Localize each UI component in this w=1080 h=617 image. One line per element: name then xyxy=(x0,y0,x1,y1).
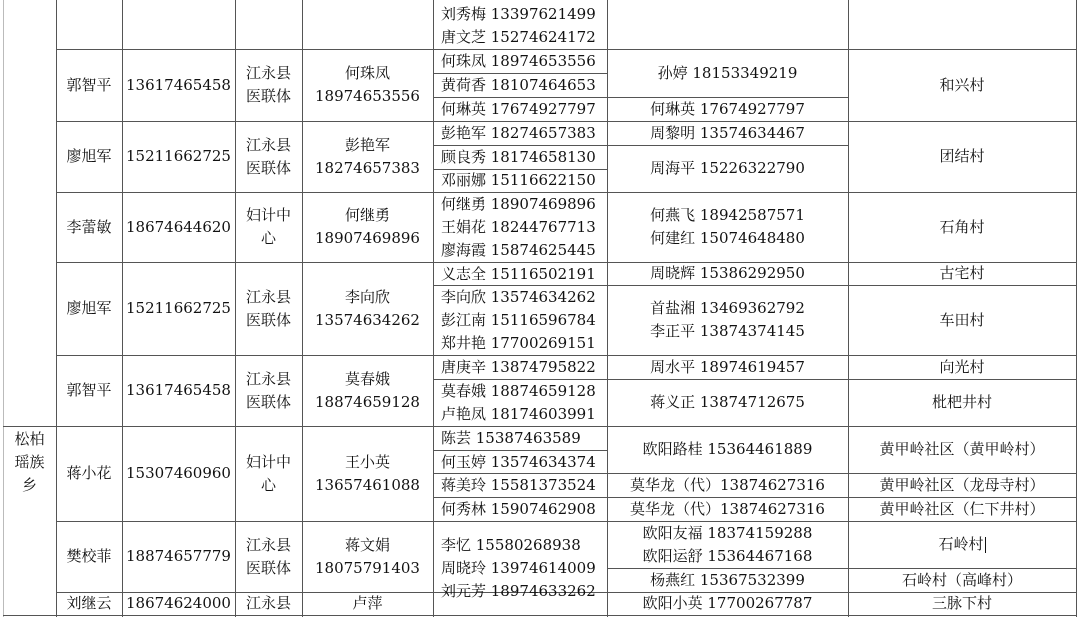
unit-line: 医联体 xyxy=(245,558,291,577)
lead-phone: 18874659128 xyxy=(315,392,420,411)
staff-name: 蒋小花 xyxy=(66,464,112,482)
doctor-entry: 郑井艳 17700269151 xyxy=(441,334,596,352)
village-name: 车田村 xyxy=(939,310,985,329)
doctor-entry: 何继勇 18907469896 xyxy=(441,195,596,213)
unit-line: 心 xyxy=(260,229,276,247)
doctor-entry: 廖海霞 15874625445 xyxy=(441,241,596,259)
village-contact: 何建红 15074648480 xyxy=(650,229,805,247)
village-name: 三脉下村 xyxy=(931,594,992,612)
staff-phone: 15307460960 xyxy=(126,464,231,482)
doctor-entry: 莫春娥 18874659128 xyxy=(441,382,596,400)
village-name: 石岭村（高峰村） xyxy=(901,570,1022,589)
village-name: 向光村 xyxy=(939,357,985,376)
unit-cell xyxy=(235,192,302,262)
lead-doctor-cell xyxy=(302,192,433,262)
doctor-entry: 唐庚辛 13874795822 xyxy=(441,358,596,376)
staff-phone: 18874657779 xyxy=(126,547,231,565)
unit-line: 医联体 xyxy=(245,87,291,105)
village-name-cell[interactable] xyxy=(848,521,1076,568)
unit-line: 医联体 xyxy=(245,310,291,329)
staff-name: 廖旭军 xyxy=(66,299,112,317)
staff-phone: 18674624000 xyxy=(126,594,231,612)
unit-line: 江永县 xyxy=(245,135,291,154)
unit-line: 江永县 xyxy=(245,535,291,554)
doctor-entry: 黄荷香 18107464653 xyxy=(441,76,596,94)
village-contact: 杨燕红 15367532399 xyxy=(650,570,805,589)
doctors-cell xyxy=(433,521,607,615)
village-contact: 孙婷 18153349219 xyxy=(657,63,798,82)
village-contact: 欧阳友福 18374159288 xyxy=(642,523,813,542)
doctor-entry: 陈芸 15387463589 xyxy=(441,429,581,447)
staff-phone: 15211662725 xyxy=(126,299,231,317)
doctor-entry: 王娟花 18244767713 xyxy=(441,218,596,236)
lead-name: 蒋文娟 xyxy=(344,535,390,554)
village-name: 古宅村 xyxy=(939,264,985,282)
village-contact: 周海平 15226322790 xyxy=(650,159,805,177)
staff-name: 郭智平 xyxy=(66,381,112,399)
township-line-1: 松柏 xyxy=(14,429,45,448)
doctor-entry: 邓丽娜 15116622150 xyxy=(441,171,596,189)
text-cursor xyxy=(985,537,986,553)
lead-name: 卢萍 xyxy=(352,594,383,612)
doctor-entry: 蒋美玲 15581373524 xyxy=(441,476,596,494)
village-name: 石角村 xyxy=(939,217,985,236)
doctor-entry: 卢艳凤 18174603991 xyxy=(441,405,596,423)
unit-line: 江永县 xyxy=(245,287,291,306)
doctor-entry: 彭江南 15116596784 xyxy=(441,311,596,329)
township-cell xyxy=(3,426,56,498)
doctor-entry: 李向欣 13574634262 xyxy=(441,288,596,306)
unit-line: 心 xyxy=(260,475,276,494)
doctor-entry: 何琳英 17674927797 xyxy=(441,100,596,118)
staff-name: 刘继云 xyxy=(66,594,112,612)
village-contact: 欧阳运舒 15364467168 xyxy=(642,546,813,565)
unit-line: 江永县 xyxy=(245,64,291,82)
village-name: 和兴村 xyxy=(939,75,985,94)
village-name: 石岭村 xyxy=(938,535,984,553)
village-contact: 李正平 13874374145 xyxy=(650,322,805,340)
doctor-entry: 何玉婷 13574634374 xyxy=(441,452,596,471)
unit-cell xyxy=(235,426,302,521)
staff-phone: 18674644620 xyxy=(126,217,231,236)
village-contact: 周晓辉 15386292950 xyxy=(650,264,805,282)
township-line-3: 乡 xyxy=(21,475,37,494)
staff-name: 郭智平 xyxy=(66,75,112,94)
village-contact: 周黎明 13574634467 xyxy=(650,123,805,142)
staff-phone: 13617465458 xyxy=(126,381,231,399)
township-line-2: 瑶族 xyxy=(14,452,45,471)
lead-phone: 13574634262 xyxy=(315,310,420,329)
lead-phone: 13657461088 xyxy=(315,475,420,494)
lead-phone: 18274657383 xyxy=(315,158,420,177)
unit-cell xyxy=(235,49,302,121)
lead-phone: 18075791403 xyxy=(315,558,420,577)
unit-line: 医联体 xyxy=(245,158,291,177)
village-contact: 莫华龙（代）13874627316 xyxy=(630,499,825,518)
staff-name: 廖旭军 xyxy=(66,147,112,165)
doctor-entry: 顾良秀 18174658130 xyxy=(441,148,596,166)
lead-phone: 18974653556 xyxy=(315,87,420,105)
staff-phone: 13617465458 xyxy=(126,75,231,94)
lead-phone: 18907469896 xyxy=(315,229,420,247)
village-name: 黄甲岭社区（仁下井村） xyxy=(879,499,1045,518)
doctor-entry: 唐文芝 15274624172 xyxy=(441,28,596,46)
staff-name: 樊校菲 xyxy=(66,547,112,565)
doctor-entry: 李忆 15580268938 xyxy=(441,535,581,554)
lead-name: 莫春娥 xyxy=(344,369,390,388)
village-name: 黄甲岭社区（龙母寺村） xyxy=(879,475,1045,494)
village-contact-cell xyxy=(607,192,848,262)
unit-cell: 江永县 xyxy=(245,594,291,612)
staff-name: 李蕾敏 xyxy=(66,217,112,236)
village-contact: 何燕飞 18942587571 xyxy=(650,206,805,224)
village-name: 团结村 xyxy=(939,147,985,165)
unit-cell xyxy=(235,121,302,192)
lead-doctor-cell xyxy=(302,262,433,355)
unit-cell xyxy=(235,521,302,592)
village-contact-cell xyxy=(607,521,848,568)
unit-line: 妇计中 xyxy=(245,452,291,471)
village-contact-cell xyxy=(607,285,848,355)
village-name: 黄甲岭社区（黄甲岭村） xyxy=(879,440,1045,458)
lead-doctor-cell xyxy=(302,49,433,121)
doctor-entry: 彭艳军 18274657383 xyxy=(441,124,596,142)
lead-name: 彭艳军 xyxy=(344,135,390,154)
unit-cell xyxy=(235,262,302,355)
staff-phone: 15211662725 xyxy=(126,147,231,165)
unit-line: 江永县 xyxy=(245,369,291,388)
lead-name: 何珠凤 xyxy=(344,64,390,82)
village-contact: 欧阳小英 17700267787 xyxy=(642,594,813,612)
lead-doctor-cell xyxy=(302,121,433,192)
lead-doctor-cell xyxy=(302,426,433,521)
village-contact: 首盐湘 13469362792 xyxy=(650,299,805,317)
village-contact: 莫华龙（代）13874627316 xyxy=(630,475,825,494)
unit-line: 妇计中 xyxy=(245,206,291,224)
doctor-entry: 义志全 15116502191 xyxy=(441,264,596,283)
doctor-entry: 周晓玲 13974614009 xyxy=(441,558,596,577)
lead-name: 王小英 xyxy=(344,452,390,471)
unit-line: 医联体 xyxy=(245,392,291,411)
village-contact: 周水平 18974619457 xyxy=(650,357,805,376)
unit-cell xyxy=(235,355,302,426)
doctor-entry: 刘元芳 18974633262 xyxy=(441,581,596,600)
village-name: 枇杷井村 xyxy=(931,393,992,411)
doctor-entry: 何珠凤 18974653556 xyxy=(441,52,596,70)
village-contact: 蒋义正 13874712675 xyxy=(650,393,805,411)
lead-name: 何继勇 xyxy=(344,206,390,224)
lead-doctor-cell xyxy=(302,521,433,592)
doctor-entry: 刘秀梅 13397621499 xyxy=(441,5,596,23)
lead-doctor-cell xyxy=(302,355,433,426)
doctor-entry: 何秀林 15907462908 xyxy=(441,500,596,518)
village-contact: 何琳英 17674927797 xyxy=(650,99,805,118)
village-contact: 欧阳路桂 15364461889 xyxy=(642,440,813,458)
lead-name: 李向欣 xyxy=(344,287,390,306)
